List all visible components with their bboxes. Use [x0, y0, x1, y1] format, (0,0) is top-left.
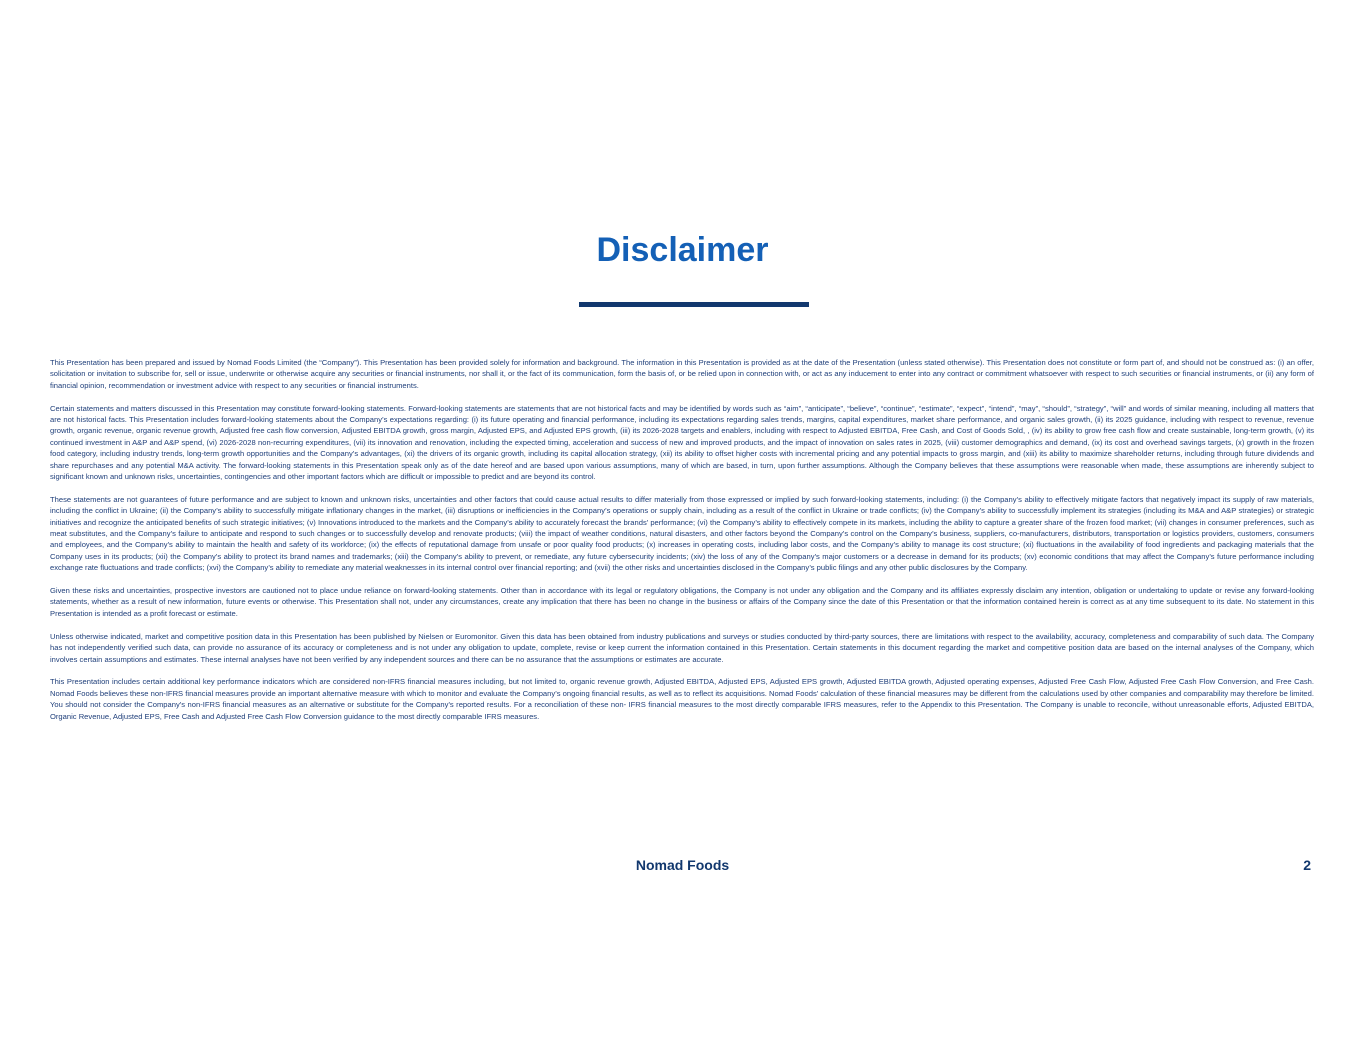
paragraph-forward-looking: Certain statements and matters discussed in this Presentation may constitute forward-looking statements. Forward-looking statements are statements that are not historical facts and may be identified by words such as “aim”, “anticipate”, “believe”, “continue”, “estimate”, “expect”, “intend”, “may”, “should”, “strategy”, “will” and words of similar meaning, including all matters that are not historical facts. This Presentation includes forward-looking statements about the Company’s expectations regarding: (i) its future operating and financial performance, including its expectations regarding sales trends, margins, capital expenditures, market share performance, and organic sales growth, (ii) its 2025 guidance, including with respect to revenue, revenue growth, organic revenue, organic revenue growth, Adjusted free cash flow conversion, Adjusted EBITDA growth, gross margin, Adjusted EPS, and Adjusted EPS growth, (iii) its 2026-2028 targets and enablers, including with respect to Adjusted EBITDA, Free Cash, and Cost of Goods Sold, , (iv) its ability to grow free cash flow and create sustainable, long-term growth, (v) its continued investment in A&P and A&P spend, (vi) 2026-2028 non-recurring expenditures, (vii) its innovation and renovation, including the expected timing, acceleration and success of new and improved products, and the impact of innovation on sales rates in 2025, (viii) customer demographics and demand, (ix) its cost and overhead savings targets, (x) growth in the frozen food category, including industry trends, long-term growth opportunities and the Company’s advantages, (xi) the drivers of its organic growth, including its capital allocation strategy, (xii) its ability to offset higher costs with incremental pricing and any potential impacts to gross margin, and (xiii) its ability to maximize shareholder returns, including through future dividends and share repurchases and any potential M&A activity. The forward-looking statements in this Presentation speak only as of the date hereof and are based upon various assumptions, many of which are based, in turn, upon further assumptions. Although the Company believes that these assumptions were reasonable when made, these assumptions are inherently subject to significant known and unknown risks, uncertainties, contingencies and other important factors which are difficult or impossible to predict and are beyond its control.: [50, 403, 1314, 482]
paragraph-risks: These statements are not guarantees of future performance and are subject to known and unknown risks, uncertainties and other factors that could cause actual results to differ materially from those expressed or implied by such forward-looking statements, including: (i) the Company’s ability to effectively mitigate factors that negatively impact its supply of raw materials, including the conflict in Ukraine; (ii) the Company’s ability to successfully mitigate inflationary changes in the market, (iii) disruptions or inefficiencies in the Company’s operations or supply chain, including as a result of the conflict in Ukraine or trade conflicts; (iv) the Company’s ability to successfully implement its strategies (including its M&A and A&P strategies) or strategic initiatives and recognize the anticipated benefits of such strategic initiatives; (v) Innovations introduced to the markets and the Company’s ability to accurately forecast the brands’ performance; (vi) the Company’s ability to effectively compete in its markets, including the ability to capture a greater share of the frozen food market; (vii) changes in consumer preferences, such as meat substitutes, and the Company’s failure to anticipate and respond to such changes or to successfully develop and renovate products; (viii) the impact of weather conditions, natural disasters, and other factors beyond the Company’s control on the Company’s business, suppliers, co-manufacturers, distributors, transportation or logistics providers, customers, consumers and employees, and the Company’s ability to maintain the health and safety of its workforce; (ix) the effects of reputational damage from unsafe or poor quality food products; (x) increases in operating costs, including labor costs, and the Company’s ability to manage its cost structure; (xi) fluctuations in the availability of food ingredients and packaging materials that the Company uses in its products; (xii) the Company’s ability to protect its brand names and trademarks; (xiii) the Company’s ability to prevent, or remediate, any future cybersecurity incidents; (xiv) the loss of any of the Company’s major customers or a decrease in demand for its products; (xv) economic conditions that may affect the Company’s future performance including exchange rate fluctuations and trade conflicts; (xvi) the Company’s ability to remediate any material weaknesses in its internal control over financial reporting; and (xvii) the other risks and uncertainties disclosed in the Company’s public filings and any other public disclosures by the Company.: [50, 494, 1314, 573]
brand-logo: Nomad Foods: [635, 857, 730, 873]
paragraph-non-ifrs: This Presentation includes certain additional key performance indicators which are considered non-IFRS financial measures including, but not limited to, organic revenue growth, Adjusted EBITDA, Adjusted EPS, Adjusted EPS growth, Adjusted EBITDA growth, Adjusted operating expenses, Adjusted Free Cash Flow, Adjusted Free Cash Flow Conversion, and Free Cash. Nomad Foods believes these non-IFRS financial measures provide an important alternative measure with which to monitor and evaluate the Company’s ongoing financial results, as well as to reflect its acquisitions. Nomad Foods’ calculation of these financial measures may be different from the calculations used by other companies and comparability may therefore be limited. You should not consider the Company’s non-IFRS financial measures as an alternative or substitute for the Company’s reported results. For a reconciliation of these non- IFRS financial measures to the most directly comparable IFRS measures, refer to the Appendix to this Presentation. The Company is unable to reconcile, without unreasonable efforts, Adjusted EBITDA, Organic Revenue, Adjusted EPS, Free Cash and Adjusted Free Cash Flow Conversion guidance to the most directly comparable IFRS measures.: [50, 677, 1314, 721]
page-number: 2: [1303, 857, 1311, 873]
paragraph-offer: This Presentation has been prepared and issued by Nomad Foods Limited (the “Company”). This Presentation has been provided solely for information and background. The information in this Presentation is provided as at the date of the Presentation (unless stated otherwise). This Presentation does not constitute or form part of, and should not be construed as: (i) an offer, solicitation or invitation to subscribe for, sell or issue, underwrite or otherwise acquire any securities or financial instruments, nor shall it, or the fact of its communication, form the basis of, or be relied upon in connection with, or act as any inducement to enter into any contract or commitment whatsoever with respect to such securities or financial instruments, or (ii) any form of financial opinion, recommendation or investment advice with respect to any securities or financial instruments.: [50, 358, 1314, 390]
paragraph-reliance: Given these risks and uncertainties, prospective investors are cautioned not to place undue reliance on forward-looking statements. Other than in accordance with its legal or regulatory obligations, the Company is not under any obligation and the Company and its affiliates expressly disclaim any intention, obligation or undertaking to update or revise any forward-looking statements, whether as a result of new information, future events or otherwise. This Presentation shall not, under any circumstances, create any implication that there has been no change in the business or affairs of the Company since the date of this Presentation or that the information contained herein is correct as at any time subsequent to its date. No statement in this Presentation is intended as a profit forecast or estimate.: [50, 586, 1314, 618]
disclaimer-body: [50, 357, 1314, 733]
page-title: Disclaimer: [596, 231, 769, 269]
title-underline: [579, 302, 809, 307]
paragraph-market-data: Unless otherwise indicated, market and competitive position data in this Presentation has been published by Nielsen or Euromonitor. Given this data has been obtained from industry publications and surveys or studies conducted by third-party sources, there are limitations with respect to the availability, accuracy, completeness and comparability of such data. The Company has not independently verified such data, can provide no assurance of its accuracy or completeness and is not under any obligation to update, complete, revise or keep current the information contained in this Presentation. Certain statements in this document regarding the market and competitive position data are based on the internal analyses of the Company, which involves certain assumptions and estimates. These internal analyses have not been verified by any independent sources and there can be no assurance that the assumptions or estimates are accurate.: [50, 631, 1314, 664]
